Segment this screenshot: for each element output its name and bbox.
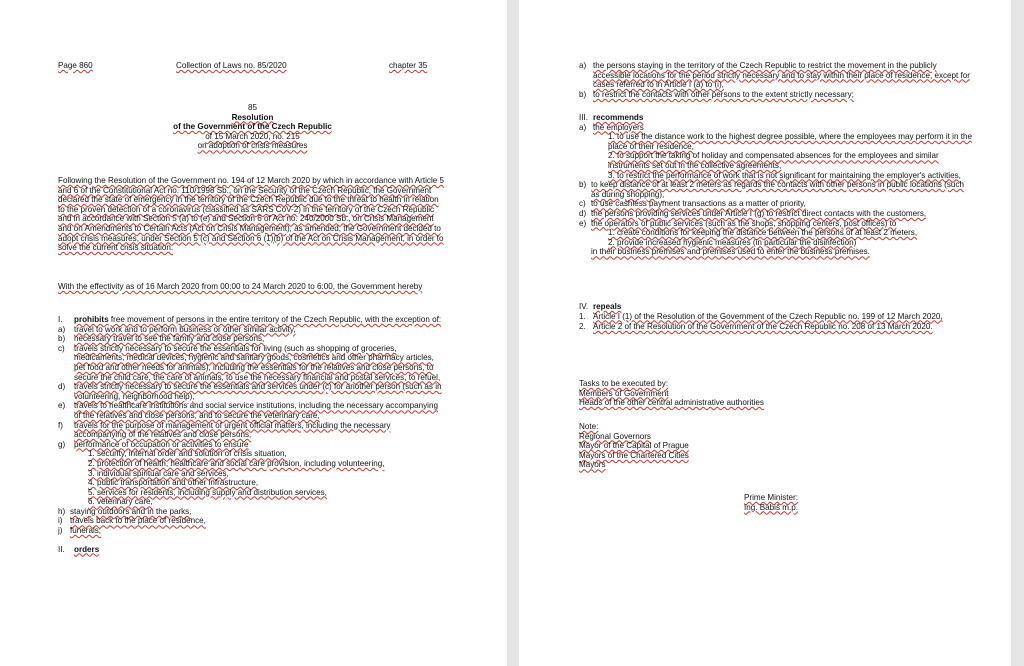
list-item: b) necessary travel to see the family and close persons, (58, 334, 265, 344)
note-block (579, 422, 974, 470)
document-page-right (519, 0, 1011, 666)
list-item: 2. Article 2 of the Resolution of the Government of the Czech Republic no. 208 of 13 March 2020. (579, 322, 933, 332)
section-heading-orders: II. orders (58, 544, 100, 554)
note-line: Mayors of the Chartered Cities (579, 450, 689, 460)
page-number: Page 860 (58, 61, 93, 70)
list-item: j) funerals; (58, 526, 102, 536)
title-block (150, 103, 355, 151)
list-item: g) performance of occupation or activities to ensure (58, 439, 249, 449)
sub-item: 1. create conditions for keeping the distance between the persons of at least 2 meters, (608, 228, 918, 238)
sub-item: 1. security, internal order and solution of crisis situation, (88, 449, 287, 459)
signature-name: Ing. Babiš m.p. (744, 502, 798, 512)
list-item: c) travels strictly necessary to secure the essentials for living (such as shopping of groceries, medicaments, medical devices, hygienic and sanitary goods, cosmetics and other pharmacy articles, pet food and other needs for animals), including the essentials for the relatives and close persons, to secure the child care, the care of animals, to use the necessary financial and postal services, to refuel, (58, 343, 441, 382)
note-line: Regional Governors (579, 431, 651, 441)
sub-item: 1. to use the distance work to the highest degree possible, where the employees may perform it in the place of their residence, (608, 132, 972, 151)
resolution-number: 85 (247, 103, 257, 112)
scrollbar-track[interactable] (1013, 0, 1024, 666)
list-item: a) travel to work and to perform business or other similar activity, (58, 324, 296, 334)
sub-item: 5. services for residents, including supply and distribution services, (88, 487, 327, 497)
sub-item-tail: in their business premises and premises used to enter the business premises. (591, 247, 870, 257)
list-item: a) the employers (579, 122, 644, 132)
sub-item: 2. protection of health, healthcare and social care provision, including volunteering, (88, 458, 385, 468)
section-heading: I. prohibits free movement of persons in the entire territory of the Czech Republic, with the exception of: (58, 315, 442, 324)
list-item: b) to restrict the contacts with other persons to the extent strictly necessary; (579, 89, 854, 99)
list-item: h) staying outdoors and in the parks, (58, 506, 192, 516)
resolution-date: of 15 March 2020, no. 215 (205, 131, 300, 141)
list-item: a) the persons staying in the territory of the Czech Republic to restrict the movement in the publicly accessible locations for the period strictly necessary and to stay within their place of residence, except for cases referred to in Article I (a) to (i), (579, 61, 970, 90)
sub-list (579, 132, 974, 180)
section-repeals (579, 302, 974, 332)
collection-reference: Collection of Laws no. 85/2020 (176, 61, 287, 70)
list-item: b) to keep distance of at least 2 meters as regards the contacts with other persons in public locations (such as during shopping), (579, 180, 964, 199)
sub-list (579, 228, 974, 247)
document-page-left (0, 0, 507, 666)
list-item: c) to use cashless payment transactions as a matter of priority, (579, 199, 806, 209)
note-heading: Note: (579, 422, 599, 431)
section-keyword: prohibits (74, 315, 109, 324)
sub-list (58, 449, 445, 507)
effective-line: With the effectivity as of 16 March 2020 from 00:00 to 24 March 2020 to 6:00, the Government hereby (58, 282, 423, 291)
list-item: d) the persons providing services under Article I (g) to restrict direct contacts with the customers, (579, 208, 927, 218)
signature-title: Prime Minister: (744, 493, 798, 502)
chapter-reference: chapter 35 (389, 61, 428, 70)
tasks-heading: Tasks to be executed by: (579, 379, 669, 388)
intro-paragraph: Following the Resolution of the Government no. 194 of 12 March 2020 by which in accordance with Article 5 and 6 of the Constitutional Act no. 110/1998 Sb., on the Security of the Czech Republic, the Government declared the state of emergency in the territory of the Czech Republic due to the threat to health in relation to the proven detection of a coronavirus (classified as SARS CoV-2) in the territory of the Czech Republic and in accordance with Section 5 (a) to (e) and Section 6 of Act no. 240/2000 Sb., on Crisis Management and on Amendments to Certain Acts (Act on Crisis Management), as amended, the Government decided to adopt crisis measures, under Section 5 (c) and Section 6 (1)(b) of the Act on Crisis Management, in order to solve the current crisis situation. (58, 176, 445, 253)
list-item: e) travels to healthcare institutions and social service institutions, including the necessary accompanying of the relatives and close persons, and to secure the veterinary care, (58, 401, 438, 420)
sub-item: 2. provide increased hygienic measures (in particular the disinfection) (608, 237, 857, 247)
tasks-line: Heads of the other central administrative authorities (579, 398, 764, 408)
section-heading: IV. repeals (579, 302, 622, 311)
orders-continued (579, 61, 974, 99)
note-line: Mayor of the Capital of Prague (579, 441, 689, 451)
list-item: d) travels strictly necessary to secure the essentials and services under (c) for another person (such as in volunteering, neighborhood help), (58, 382, 442, 401)
resolution-subheading: of the Government of the Czech Republic (173, 122, 332, 132)
sub-item: 4. public transportation and other infrastructure, (88, 478, 259, 488)
resolution-subject: on adoption of crisis measures (197, 141, 308, 151)
sub-item: 3. individual spiritual care and services, (88, 468, 229, 478)
list-item: 1. Article I (1) of the Resolution of the Government of the Czech Republic no. 199 of 12 March 2020, (579, 311, 943, 321)
section-heading: III. recommends (579, 113, 644, 122)
resolution-heading: Resolution (231, 112, 274, 122)
sub-item: 3. to restrict the performance of work that is not significant for maintaining the employer's activities, (608, 170, 961, 180)
sub-item: 6. veterinary care, (88, 497, 153, 507)
signature-block (744, 493, 874, 512)
list-item: i) travels back to the place of residence, (58, 516, 206, 526)
sub-item: 2. to support the taking of holiday and compensated absences for the employees and similar instruments set out in the collective agreements, (608, 151, 939, 170)
note-line: Mayors (579, 460, 606, 470)
list-item: f) travels for the purpose of management of urgent official matters, including the necessary accompanying of the relatives and close persons, (58, 420, 391, 440)
list-item: e) the operators of public services (such as the shops, shopping centers, post offices) to (579, 218, 897, 228)
tasks-line: Members of Government (579, 388, 669, 398)
section-recommends (579, 113, 974, 257)
tasks-block (579, 379, 974, 408)
section-prohibits (58, 315, 445, 554)
